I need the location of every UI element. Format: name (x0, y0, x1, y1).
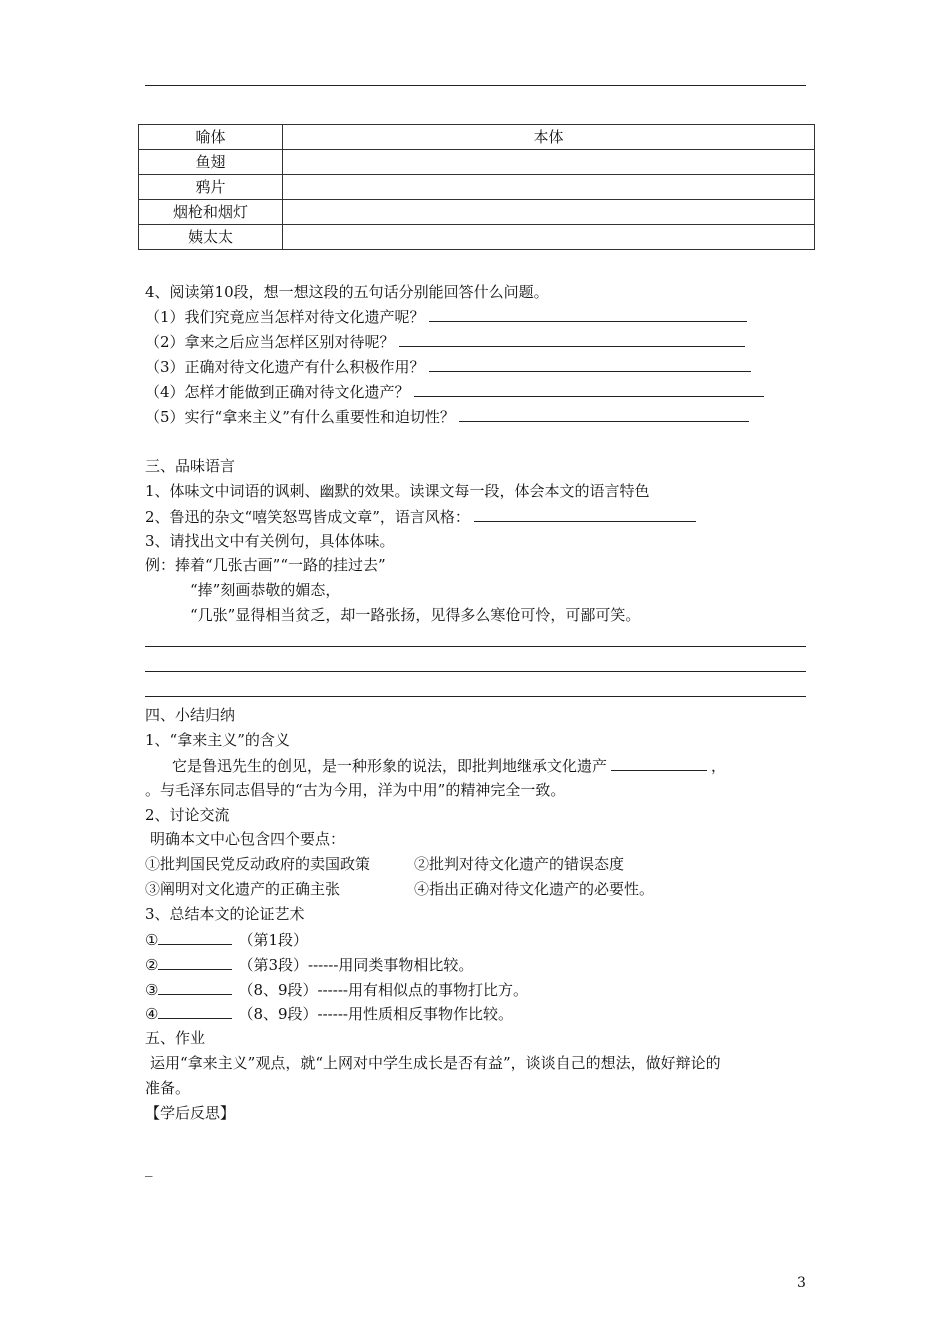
art-text: （8、9段）------用有相似点的事物打比方。 (238, 981, 528, 999)
paragraph-text: ， (711, 757, 727, 775)
answer-line[interactable] (145, 696, 806, 697)
table-cell-blank[interactable] (283, 150, 815, 175)
paragraph: 3、请找出文中有关例句，具体体味。 (145, 532, 395, 550)
table-cell: 姨太太 (139, 225, 283, 250)
art-item (145, 929, 308, 950)
answer-blank[interactable] (158, 979, 232, 995)
table-row (139, 200, 815, 225)
answer-blank[interactable] (158, 1003, 232, 1019)
q4-intro: 4、阅读第10段，想一想这段的五句话分别能回答什么问题。 (145, 283, 549, 301)
q4-item-text: （5）实行“拿来主义”有什么重要性和迫切性？ (145, 408, 455, 426)
art-item (145, 979, 528, 1000)
table-row (139, 175, 815, 200)
example-line: 例：捧着“几张古画”“一路的挂过去” (145, 556, 386, 574)
answer-blank[interactable] (474, 506, 696, 522)
answer-blank[interactable] (158, 929, 232, 945)
subsection-title: 1、“拿来主义”的含义 (145, 731, 290, 749)
art-text: （8、9段）------用性质相反事物作比较。 (238, 1005, 513, 1023)
paragraph: 运用“拿来主义”观点，就“上网对中学生成长是否有益”，谈谈自己的想法，做好辩论的 (150, 1054, 721, 1072)
table-cell-blank[interactable] (283, 225, 815, 250)
table-cell: 烟枪和烟灯 (139, 200, 283, 225)
answer-blank[interactable] (429, 306, 747, 322)
table-header-cell: 喻体 (139, 125, 283, 150)
paragraph (172, 755, 726, 776)
subsection-title: 3、总结本文的论证艺术 (145, 905, 305, 923)
q4-item (145, 331, 745, 352)
example-note: “捧”刻画恭敬的媚态， (190, 581, 341, 599)
answer-blank[interactable] (414, 381, 764, 397)
q4-item-text: （2）拿来之后应当怎样区别对待呢？ (145, 333, 395, 351)
table-row (139, 150, 815, 175)
top-rule (145, 85, 806, 86)
art-item (145, 1003, 513, 1024)
art-num: ④ (145, 1005, 159, 1023)
point-item: ③阐明对文化遗产的正确主张 (145, 880, 341, 898)
q4-item (145, 356, 751, 377)
reflection-heading: 【学后反思】 (145, 1104, 236, 1122)
art-text: （第3段）------用同类事物相比较。 (238, 956, 474, 974)
paragraph (145, 506, 696, 527)
table-cell: 鸦片 (139, 175, 283, 200)
section-title: 五、作业 (145, 1029, 206, 1047)
table-header-row (139, 125, 815, 150)
q4-item-text: （4）怎样才能做到正确对待文化遗产？ (145, 383, 410, 401)
section-title: 四、小结归纳 (145, 706, 236, 724)
art-text: （第1段） (238, 931, 308, 949)
answer-blank[interactable] (429, 356, 751, 372)
page-number: 3 (797, 1275, 806, 1291)
paragraph: 明确本文中心包含四个要点： (150, 830, 346, 848)
paragraph-text: 它是鲁迅先生的创见，是一种形象的说法，即批判地继承文化遗产 (172, 757, 608, 775)
answer-blank[interactable] (399, 331, 745, 347)
q4-item-text: （1）我们究竟应当怎样对待文化遗产呢？ (145, 308, 425, 326)
metaphor-table (138, 124, 815, 250)
q4-item (145, 381, 764, 402)
art-item (145, 954, 473, 975)
art-num: ③ (145, 981, 159, 999)
paragraph-text: 2、鲁迅的杂文“嘻笑怒骂皆成文章”，语言风格： (145, 508, 470, 526)
table-cell: 鱼翅 (139, 150, 283, 175)
point-item: ④指出正确对待文化遗产的必要性。 (414, 880, 655, 898)
table-row (139, 225, 815, 250)
answer-line[interactable] (145, 671, 806, 672)
table-cell-blank[interactable] (283, 175, 815, 200)
table-header-cell: 本体 (283, 125, 815, 150)
art-num: ② (145, 956, 159, 974)
answer-blank[interactable] (611, 755, 707, 771)
q4-item-text: （3）正确对待文化遗产有什么积极作用？ (145, 358, 425, 376)
subsection-title: 2、讨论交流 (145, 806, 230, 824)
paragraph: 1、体味文中词语的讽刺、幽默的效果。读课文每一段，体会本文的语言特色 (145, 482, 650, 500)
paragraph: 。与毛泽东同志倡导的“古为今用，洋为中用”的精神完全一致。 (145, 781, 566, 799)
paragraph: 准备。 (145, 1079, 191, 1097)
answer-blank[interactable] (459, 406, 749, 422)
q4-item (145, 406, 749, 427)
point-item: ②批判对待文化遗产的错误态度 (414, 855, 625, 873)
example-note: “几张”显得相当贫乏，却一路张扬，见得多么寒伧可怜，可鄙可笑。 (190, 606, 641, 624)
answer-blank[interactable] (158, 954, 232, 970)
art-num: ① (145, 931, 159, 949)
stray-mark: _ (145, 1159, 153, 1177)
q4-item (145, 306, 747, 327)
section-title: 三、品味语言 (145, 457, 236, 475)
point-item: ①批判国民党反动政府的卖国政策 (145, 855, 371, 873)
answer-line[interactable] (145, 646, 806, 647)
table-cell-blank[interactable] (283, 200, 815, 225)
